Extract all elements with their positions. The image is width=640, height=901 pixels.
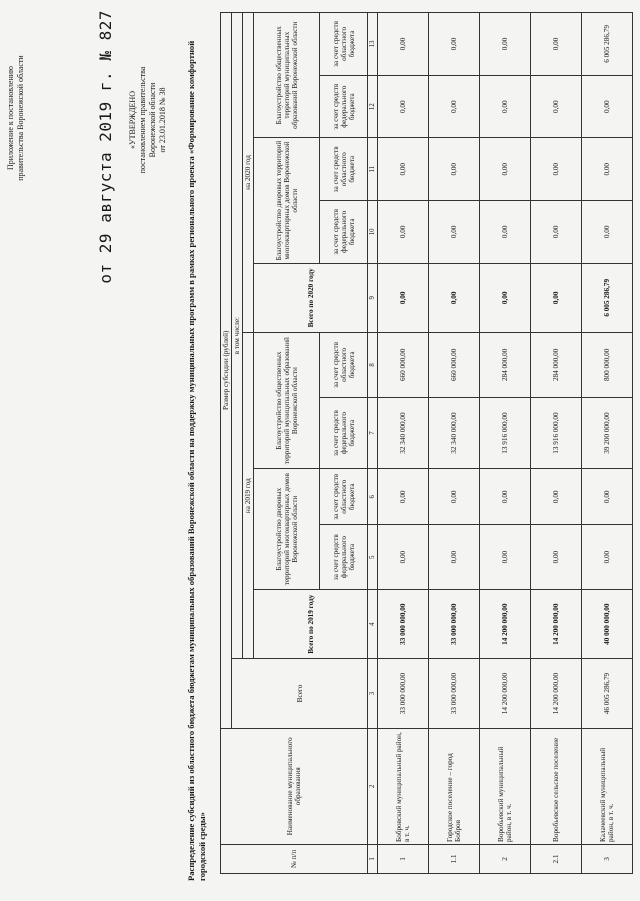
row-total-2019: 33 000 000,00 xyxy=(378,590,429,659)
row-cell: 660 000,00 xyxy=(429,332,480,397)
row-total-2019: 14 200 000,00 xyxy=(480,590,531,659)
header-federal: за счет средств федерального бюджета xyxy=(320,75,368,138)
row-cell: 0,00 xyxy=(582,201,633,264)
row-cell: 0,00 xyxy=(429,13,480,76)
row-total-2019: 14 200 000,00 xyxy=(531,590,582,659)
table-row xyxy=(378,13,429,874)
row-cell: 0,00 xyxy=(378,13,429,76)
header-regional: за счет средств областного бюджета xyxy=(320,469,368,525)
approved-note xyxy=(128,20,168,220)
row-cell: 0,00 xyxy=(480,469,531,525)
row-total-2020: 0,00 xyxy=(378,263,429,332)
col-number: 2 xyxy=(368,728,378,844)
appendix-note xyxy=(6,18,26,218)
row-cell: 0,00 xyxy=(378,75,429,138)
col-number: 1 xyxy=(368,844,378,873)
row-cell: 0,00 xyxy=(531,525,582,590)
header-name: Наименование муниципального образования xyxy=(221,728,368,844)
table-row xyxy=(480,13,531,874)
appendix-line-2: правительства Воронежской области xyxy=(16,55,25,181)
row-cell: 0,00 xyxy=(480,138,531,201)
col-number: 4 xyxy=(368,590,378,659)
table-row xyxy=(531,13,582,874)
row-name: Городское поселение – город Бобров xyxy=(429,728,480,844)
row-cell: 0,00 xyxy=(429,138,480,201)
row-cell: 0,00 xyxy=(582,138,633,201)
subsidy-table xyxy=(220,12,633,874)
row-cell: 13 916 000,00 xyxy=(531,397,582,469)
row-total: 46 005 286,79 xyxy=(582,659,633,728)
row-cell: 0,00 xyxy=(429,469,480,525)
row-num: 1 xyxy=(378,844,429,873)
row-cell: 0,00 xyxy=(531,13,582,76)
header-yards-2020: Благоустройство дворовых территорий многоквартирных домов Воронежской области xyxy=(254,138,320,263)
row-total-2019: 40 000 000,00 xyxy=(582,590,633,659)
approved-line-3: от 23.01.2018 № 38 xyxy=(158,87,167,153)
row-total: 14 200 000,00 xyxy=(480,659,531,728)
header-total: Всего xyxy=(232,659,368,728)
decree-date: от 29 августа 2019 г. № 827 xyxy=(96,10,115,284)
row-total-2020: 6 005 286,79 xyxy=(582,263,633,332)
row-name: Бобровский муниципальный район, в т. ч. xyxy=(378,728,429,844)
row-cell: 0,00 xyxy=(429,201,480,264)
col-number: 13 xyxy=(368,13,378,76)
row-cell: 284 000,00 xyxy=(480,332,531,397)
row-cell: 0,00 xyxy=(480,75,531,138)
header-2020: на 2020 год xyxy=(243,13,254,333)
row-total-2020: 0,00 xyxy=(429,263,480,332)
approved-title: «УТВЕРЖДЕНО xyxy=(128,91,137,150)
row-cell: 0,00 xyxy=(582,469,633,525)
table-row xyxy=(582,13,633,874)
col-number: 8 xyxy=(368,332,378,397)
header-subsidy: Размер субсидии (рублей) xyxy=(221,13,232,729)
row-total: 14 200 000,00 xyxy=(531,659,582,728)
row-total-2020: 0,00 xyxy=(531,263,582,332)
row-cell: 0,00 xyxy=(582,525,633,590)
header-public-2019: Благоустройство общественных территорий муниципальных образований Воронежской области xyxy=(254,332,320,468)
row-cell: 0,00 xyxy=(531,201,582,264)
header-including: в том числе: xyxy=(232,13,243,659)
col-number: 12 xyxy=(368,75,378,138)
col-number: 9 xyxy=(368,263,378,332)
row-cell: 13 916 000,00 xyxy=(480,397,531,469)
row-cell: 0,00 xyxy=(531,75,582,138)
row-cell: 39 200 000,00 xyxy=(582,397,633,469)
header-total-2019: Всего по 2019 году xyxy=(254,590,368,659)
row-cell: 0,00 xyxy=(378,201,429,264)
row-total: 33 000 000,00 xyxy=(429,659,480,728)
document-title: Распределение субсидий из областного бюджета бюджетам муниципальных образований Воронежской области на поддержку муниципальных программ в рамках регионального проекта «Формирование комфортной городской среды» xyxy=(186,40,208,881)
row-total: 33 000 000,00 xyxy=(378,659,429,728)
col-number: 5 xyxy=(368,525,378,590)
header-total-2020: Всего по 2020 году xyxy=(254,263,368,332)
col-number: 10 xyxy=(368,201,378,264)
header-regional: за счет средств областного бюджета xyxy=(320,138,368,201)
row-cell: 0,00 xyxy=(429,75,480,138)
header-federal: за счет средств федерального бюджета xyxy=(320,525,368,590)
header-yards-2019: Благоустройство дворовых территорий многоквартирных домов Воронежской области xyxy=(254,469,320,590)
row-cell: 0,00 xyxy=(531,138,582,201)
row-cell: 660 000,00 xyxy=(378,332,429,397)
row-total-2020: 0,00 xyxy=(480,263,531,332)
row-cell: 0,00 xyxy=(582,75,633,138)
row-num: 1.1 xyxy=(429,844,480,873)
header-regional: за счет средств областного бюджета xyxy=(320,13,368,76)
row-cell: 0,00 xyxy=(378,525,429,590)
row-name: Калачеевский муниципальный район, в т. ч. xyxy=(582,728,633,844)
col-number: 6 xyxy=(368,469,378,525)
row-num: 3 xyxy=(582,844,633,873)
row-cell: 0,00 xyxy=(378,469,429,525)
row-num: 2 xyxy=(480,844,531,873)
row-cell: 32 340 000,00 xyxy=(429,397,480,469)
row-cell: 0,00 xyxy=(480,201,531,264)
row-cell: 0,00 xyxy=(378,138,429,201)
table-row xyxy=(429,13,480,874)
column-number-row xyxy=(368,13,378,874)
row-cell: 284 000,00 xyxy=(531,332,582,397)
header-num: № п/п xyxy=(221,844,368,873)
row-cell: 32 340 000,00 xyxy=(378,397,429,469)
col-number: 11 xyxy=(368,138,378,201)
row-cell: 800 000,00 xyxy=(582,332,633,397)
row-name: Воробьевский муниципальный район, в т. ч. xyxy=(480,728,531,844)
header-public-2020: Благоустройство общественных территорий муниципальных образований Воронежской области xyxy=(254,13,320,138)
appendix-line-1: Приложение к постановлению xyxy=(6,65,15,171)
col-number: 3 xyxy=(368,659,378,728)
row-name: Воробьевское сельское поселение xyxy=(531,728,582,844)
row-cell: 0,00 xyxy=(429,525,480,590)
header-2019: на 2019 год xyxy=(243,332,254,658)
col-number: 7 xyxy=(368,397,378,469)
row-num: 2.1 xyxy=(531,844,582,873)
row-cell: 0,00 xyxy=(480,13,531,76)
row-cell: 0,00 xyxy=(531,469,582,525)
row-cell: 0,00 xyxy=(480,525,531,590)
header-regional: за счет средств областного бюджета xyxy=(320,332,368,397)
approved-line-2: Воронежской области xyxy=(148,82,157,158)
header-federal: за счет средств федерального бюджета xyxy=(320,201,368,264)
row-cell: 6 005 286,79 xyxy=(582,13,633,76)
row-total-2019: 33 000 000,00 xyxy=(429,590,480,659)
header-federal: за счет средств федерального бюджета xyxy=(320,397,368,469)
approved-line-1: постановлением правительства xyxy=(138,66,147,174)
